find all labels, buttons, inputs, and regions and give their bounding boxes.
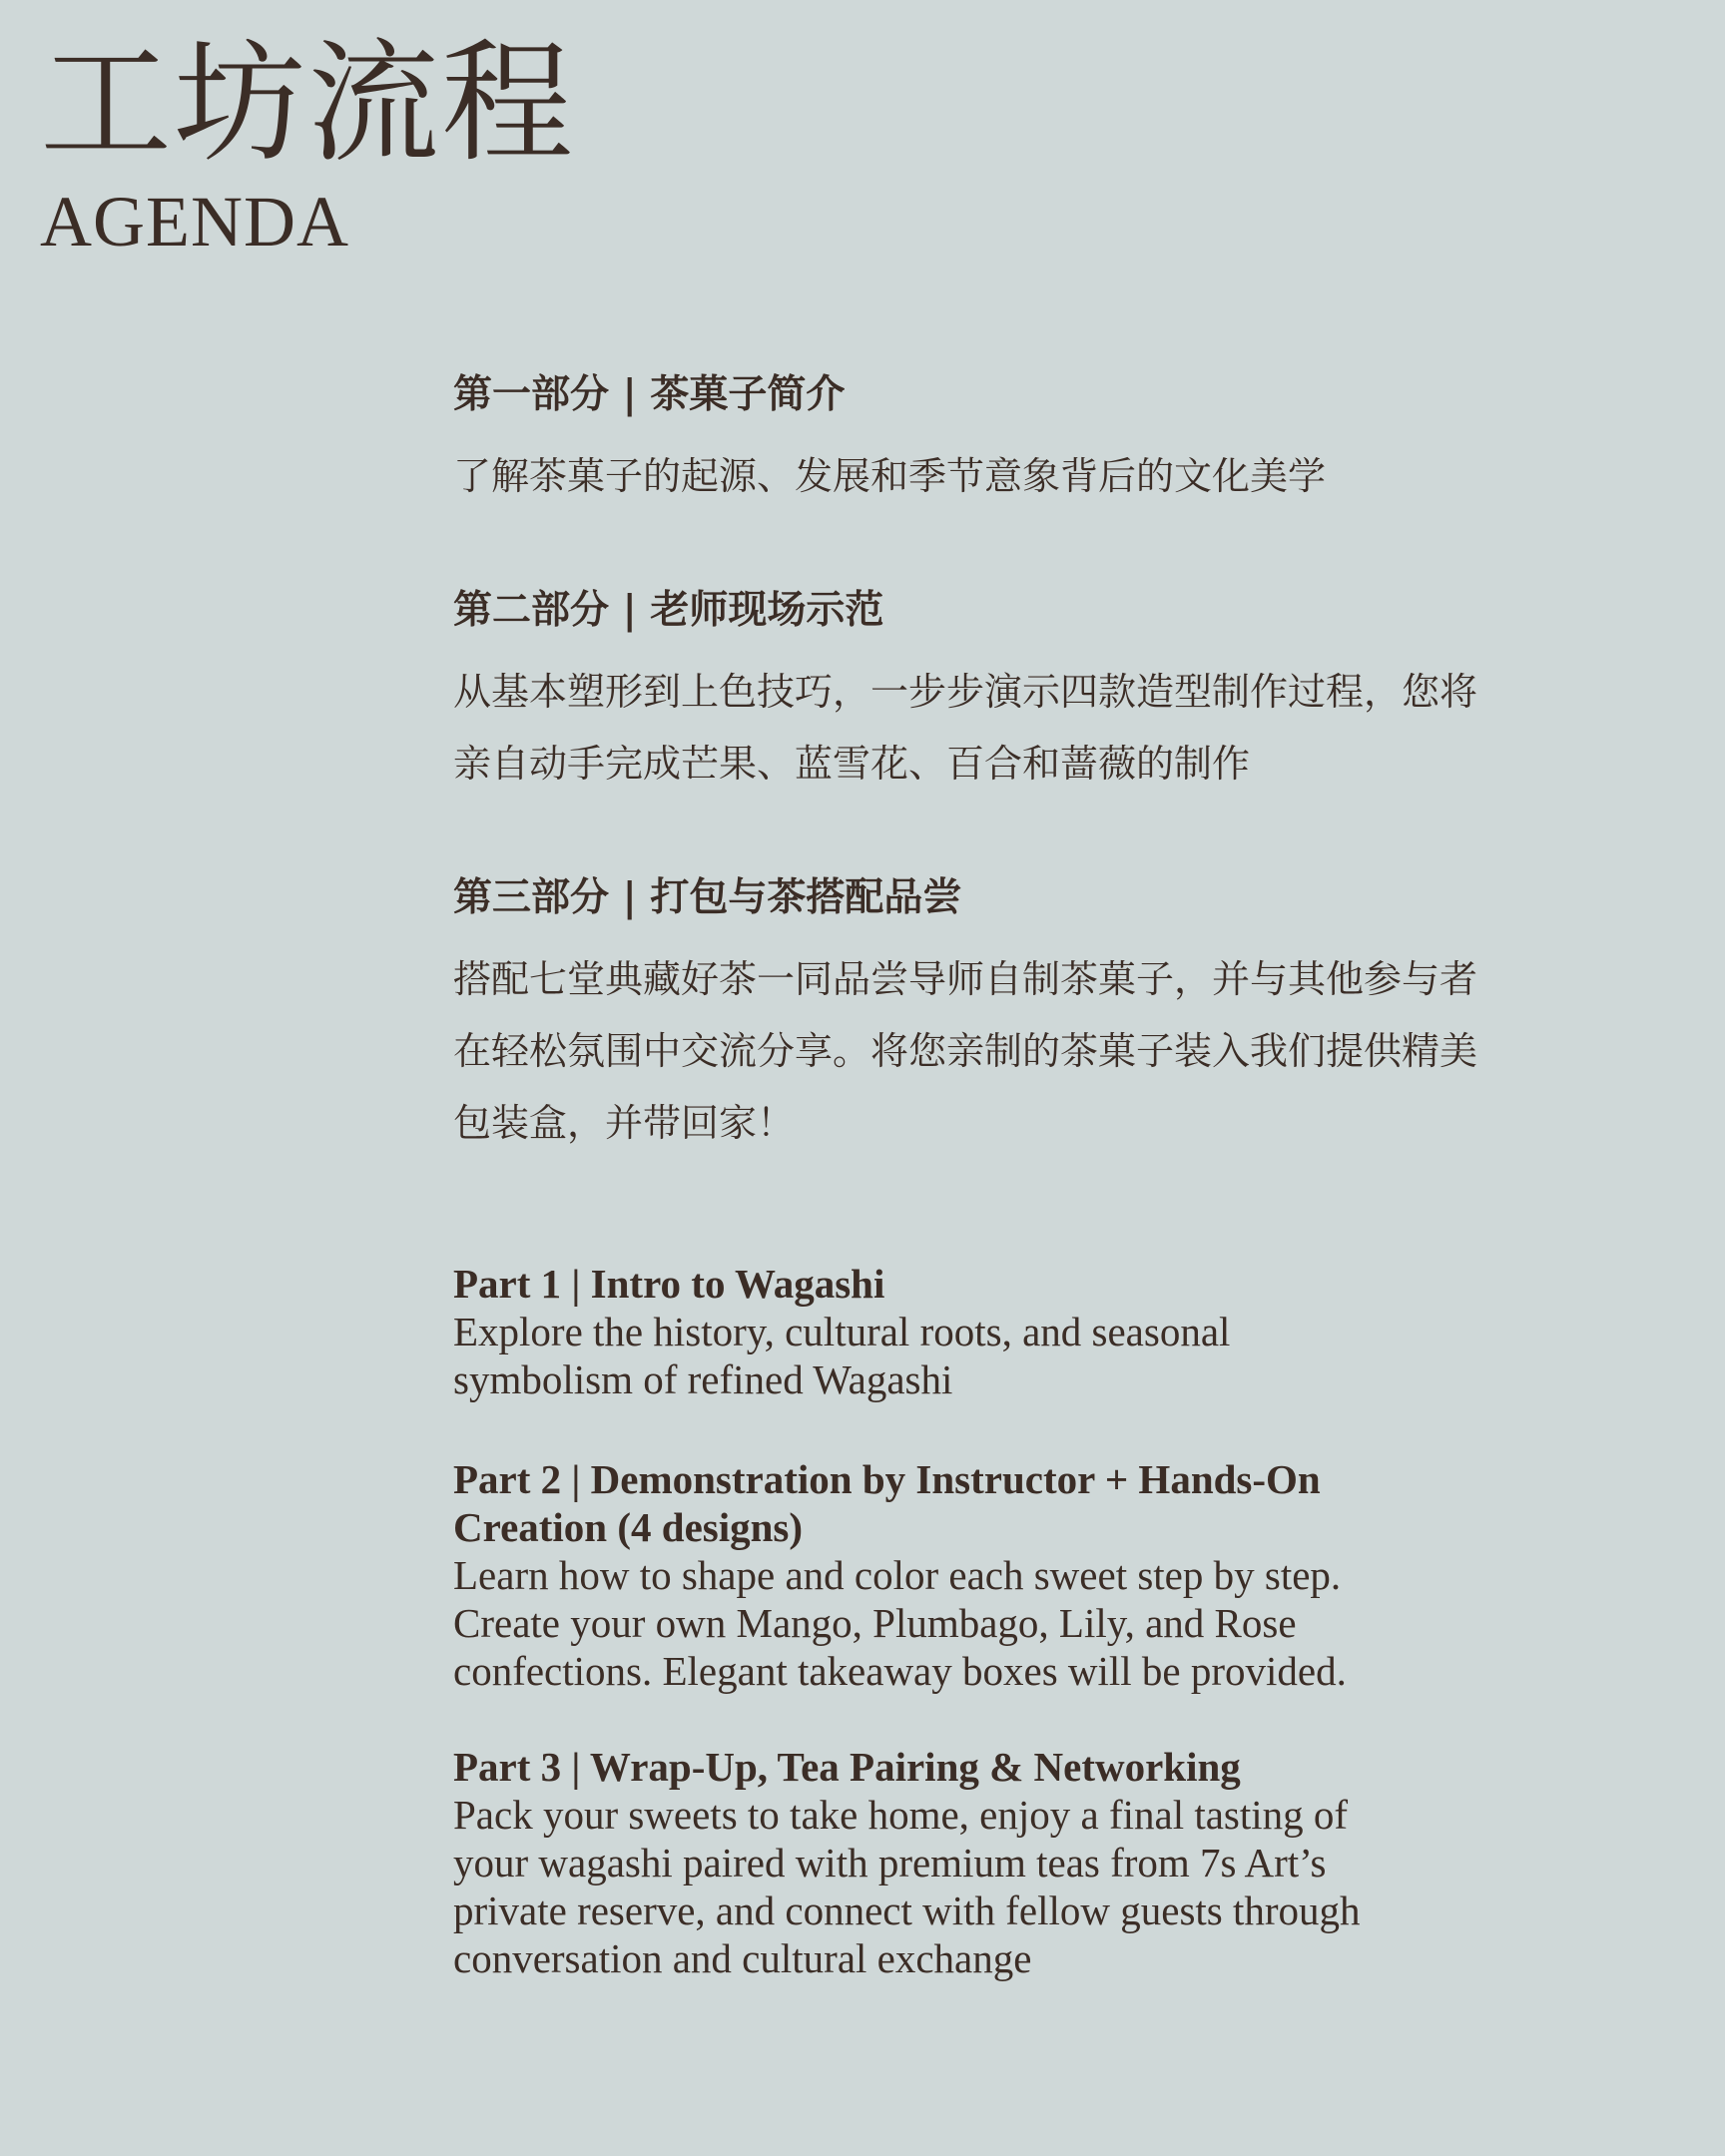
en-description-line: private reserve, and connect with fellow guests through xyxy=(453,1887,1361,1933)
zh-part-description xyxy=(453,943,1591,1159)
zh-part-description xyxy=(453,440,1591,512)
en-description-line: Pack your sweets to take home, enjoy a final tasting of xyxy=(453,1792,1349,1838)
zh-part-heading: 第一部分 | 茶菓子简介 xyxy=(453,371,846,417)
en-agenda-part-1 xyxy=(453,1260,1651,1403)
zh-part-description xyxy=(453,656,1591,800)
en-description-line: Explore the history, cultural roots, and seasonal xyxy=(453,1309,1231,1354)
zh-description-line: 包装盒，并带回家！ xyxy=(453,1101,796,1145)
en-description-line: confections. Elegant takeaway boxes will be provided. xyxy=(453,1648,1347,1694)
en-description-line: conversation and cultural exchange xyxy=(453,1935,1032,1981)
en-heading-line: Part 2 | Demonstration by Instructor + Hands-On xyxy=(453,1456,1321,1502)
en-heading-line: Part 1 | Intro to Wagashi xyxy=(453,1261,885,1307)
zh-part-heading: 第三部分 | 打包与茶搭配品尝 xyxy=(453,874,962,920)
en-description-line: Create your own Mango, Plumbago, Lily, and Rose xyxy=(453,1600,1297,1646)
en-description-line: your wagashi paired with premium teas from 7s Art’s xyxy=(453,1840,1327,1886)
zh-part-heading: 第二部分 | 老师现场示范 xyxy=(453,587,884,633)
zh-agenda-part-1 xyxy=(453,371,1591,512)
en-heading-line: Creation (4 designs) xyxy=(453,1504,804,1550)
zh-description-line: 搭配七堂典藏好茶一同品尝导师自制茶菓子，并与其他参与者 xyxy=(453,957,1478,1001)
en-part-heading xyxy=(453,1743,1651,1791)
page-title-chinese: 工坊流程 xyxy=(40,27,575,181)
en-part-description xyxy=(453,1791,1651,1982)
en-agenda-part-3 xyxy=(453,1743,1651,1982)
en-part-heading xyxy=(453,1455,1651,1551)
en-agenda-part-2 xyxy=(453,1455,1651,1695)
en-description-line: Learn how to shape and color each sweet step by step. xyxy=(453,1552,1342,1598)
zh-description-line: 亲自动手完成芒果、蓝雪花、百合和蔷薇的制作 xyxy=(453,742,1251,786)
zh-description-line: 了解茶菓子的起源、发展和季节意象背后的文化美学 xyxy=(453,454,1327,498)
zh-agenda-part-2 xyxy=(453,587,1591,800)
en-part-description xyxy=(453,1551,1651,1695)
en-part-description xyxy=(453,1308,1651,1403)
page-title-english: AGENDA xyxy=(40,182,349,262)
en-heading-line: Part 3 | Wrap-Up, Tea Pairing & Networking xyxy=(453,1744,1241,1790)
zh-agenda-part-3 xyxy=(453,874,1591,1159)
zh-description-line: 在轻松氛围中交流分享。将您亲制的茶菓子装入我们提供精美 xyxy=(453,1029,1478,1073)
en-description-line: symbolism of refined Wagashi xyxy=(453,1356,953,1402)
zh-description-line: 从基本塑形到上色技巧，一步步演示四款造型制作过程，您将 xyxy=(453,670,1478,714)
en-part-heading xyxy=(453,1260,1651,1308)
